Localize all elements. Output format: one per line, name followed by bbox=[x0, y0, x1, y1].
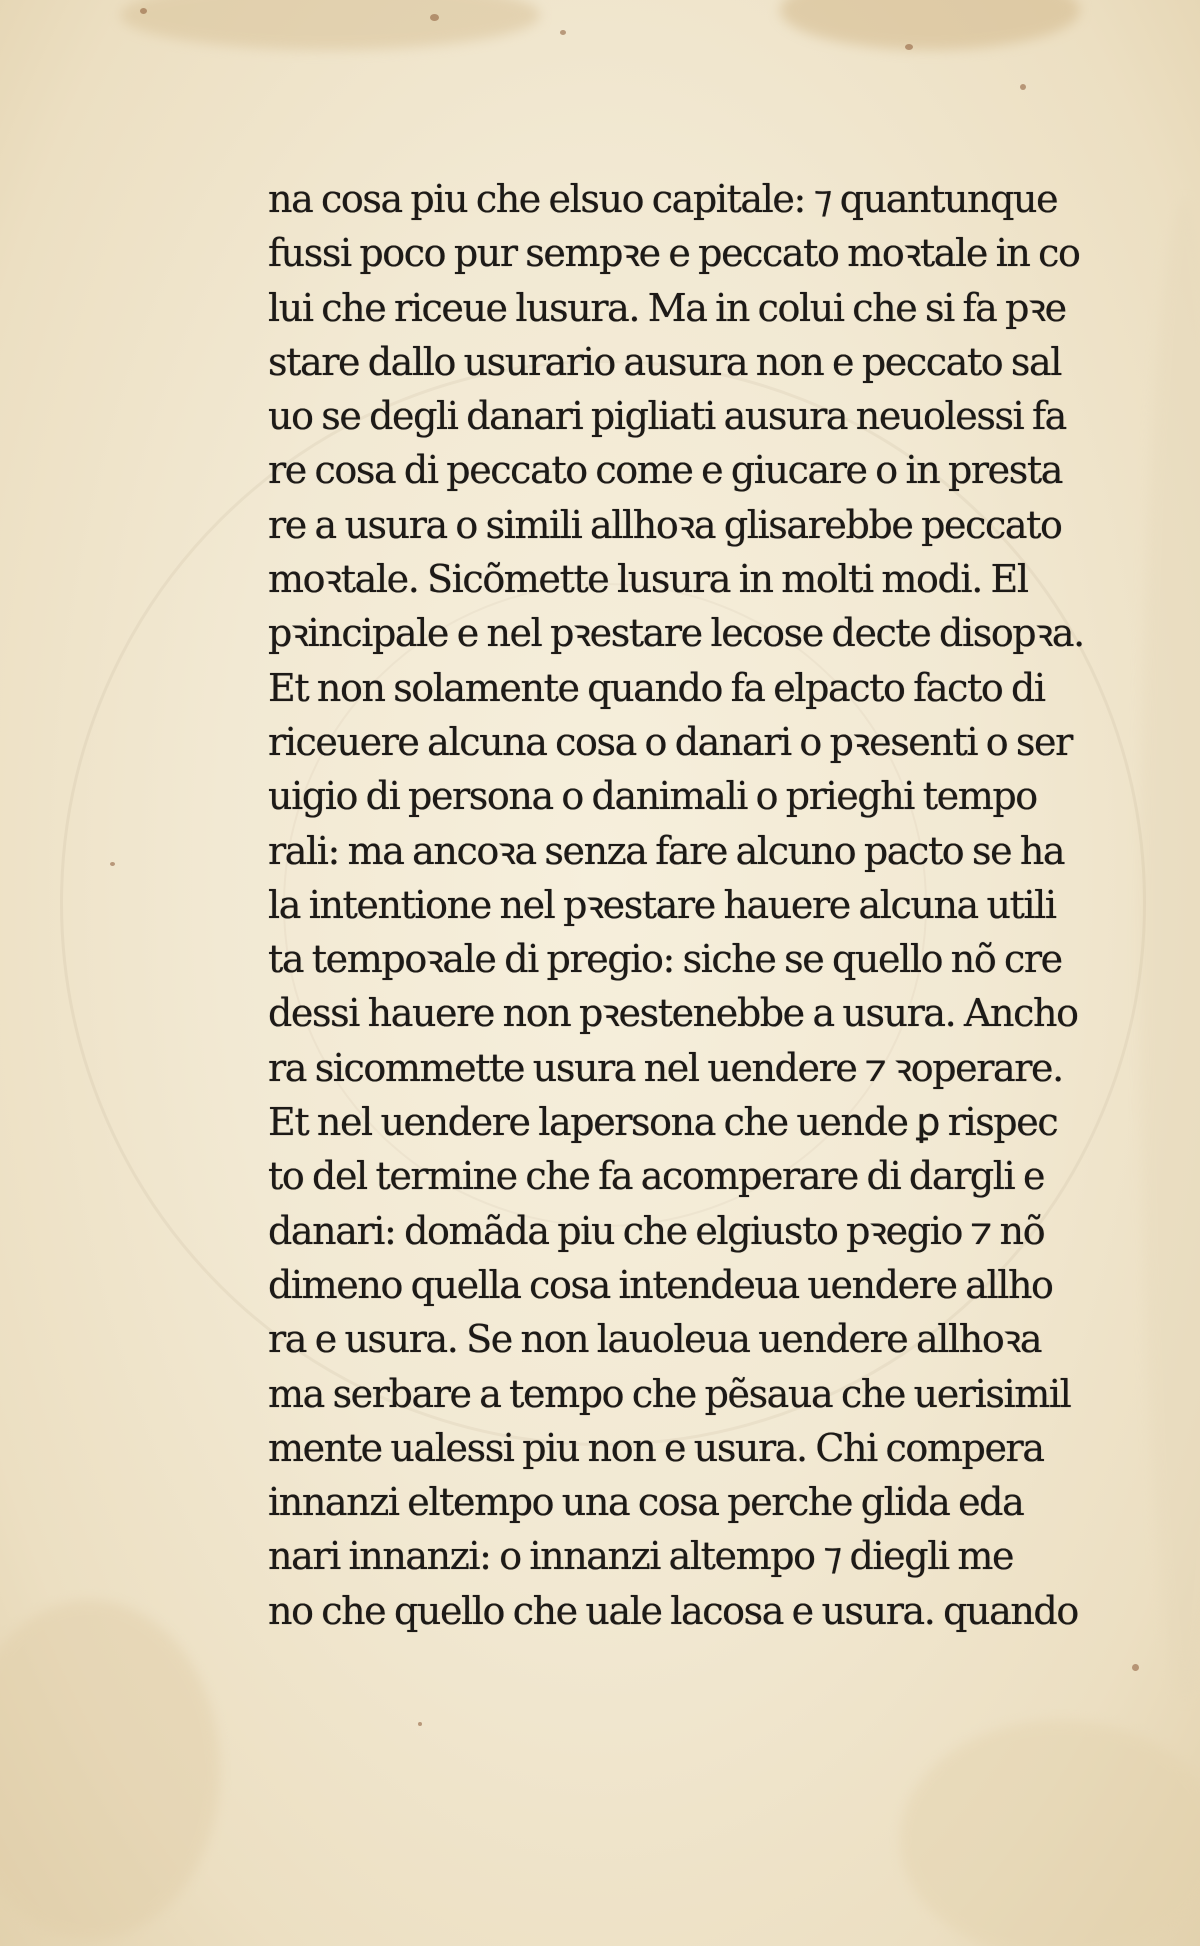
foxing-speck bbox=[418, 1722, 422, 1726]
text-line: rali: ma ancoꝛa senza fare alcuno pacto se ha bbox=[268, 828, 1065, 873]
body-text bbox=[268, 172, 1108, 1638]
foxing-speck bbox=[140, 8, 147, 14]
paper-stain-top-left bbox=[120, 0, 540, 50]
text-line: Et non solamente quando fa elpacto facto di bbox=[268, 665, 1045, 710]
foxing-speck bbox=[110, 862, 115, 866]
text-line: dessi hauere non pꝛestenebbe a usura. Ancho bbox=[268, 991, 1078, 1036]
foxing-speck bbox=[905, 44, 913, 50]
text-line: na cosa piu che elsuo capitale: ⁊ quantunque bbox=[268, 177, 1058, 221]
text-line: innanzi eltempo una cosa perche glida eda bbox=[268, 1480, 1024, 1525]
text-line: lui che riceue lusura. Ma in colui che si fa pꝛe bbox=[268, 285, 1066, 330]
text-line: re a usura o simili allhoꝛa glisarebbe peccato bbox=[268, 502, 1062, 547]
text-line: Et nel uendere lapersona che uende ꝑ rispec bbox=[268, 1100, 1058, 1145]
text-line: uo se degli danari pigliati ausura neuolessi fa bbox=[268, 394, 1066, 439]
text-line: mente ualessi piu non e usura. Chi compera bbox=[268, 1425, 1044, 1470]
text-line: pꝛincipale e nel pꝛestare lecose decte disopꝛa. bbox=[268, 611, 1084, 656]
text-line: fussi poco pur sempꝛe e peccato moꝛtale in co bbox=[268, 231, 1080, 276]
text-line: la intentione nel pꝛestare hauere alcuna utili bbox=[268, 882, 1056, 927]
text-line: moꝛtale. Sicõmette lusura in molti modi. El bbox=[268, 557, 1028, 602]
paper-stain-top-right bbox=[780, 0, 1080, 50]
text-line: re cosa di peccato come e giucare o in presta bbox=[268, 448, 1062, 493]
text-line: nari innanzi: o innanzi altempo ⁊ diegli me bbox=[268, 1534, 1014, 1579]
text-line: ta tempoꝛale di pregio: siche se quello nõ cre bbox=[268, 937, 1062, 982]
paper-stain-bottom-left bbox=[0, 1600, 220, 1940]
text-line: stare dallo usurario ausura non e peccato sal bbox=[268, 339, 1061, 384]
paper-stain-right-edge bbox=[1140, 200, 1200, 1700]
text-line: to del termine che fa acomperare di dargli e bbox=[268, 1154, 1045, 1199]
text-line: riceuere alcuna cosa o danari o pꝛesenti o ser bbox=[268, 719, 1072, 764]
paper-stain-bottom-right bbox=[900, 1720, 1200, 1946]
foxing-speck bbox=[430, 14, 439, 21]
foxing-speck bbox=[1020, 84, 1026, 90]
text-line: ra sicommette usura nel uendere ⁊ ꝛoperare. bbox=[268, 1045, 1063, 1090]
foxing-speck bbox=[1132, 1664, 1139, 1671]
text-line: no che quello che uale lacosa e usura. quando bbox=[268, 1588, 1078, 1633]
foxing-speck bbox=[560, 30, 566, 35]
text-line: ma serbare a tempo che pẽsaua che uerisimil bbox=[268, 1371, 1071, 1416]
text-line: uigio di persona o danimali o prieghi tempo bbox=[268, 774, 1037, 819]
text-line: danari: domãda piu che elgiusto pꝛegio ⁊ nõ bbox=[268, 1208, 1045, 1253]
text-line: ra e usura. Se non lauoleua uendere allhoꝛa bbox=[268, 1317, 1042, 1362]
text-line: dimeno quella cosa intendeua uendere allho bbox=[268, 1262, 1053, 1307]
